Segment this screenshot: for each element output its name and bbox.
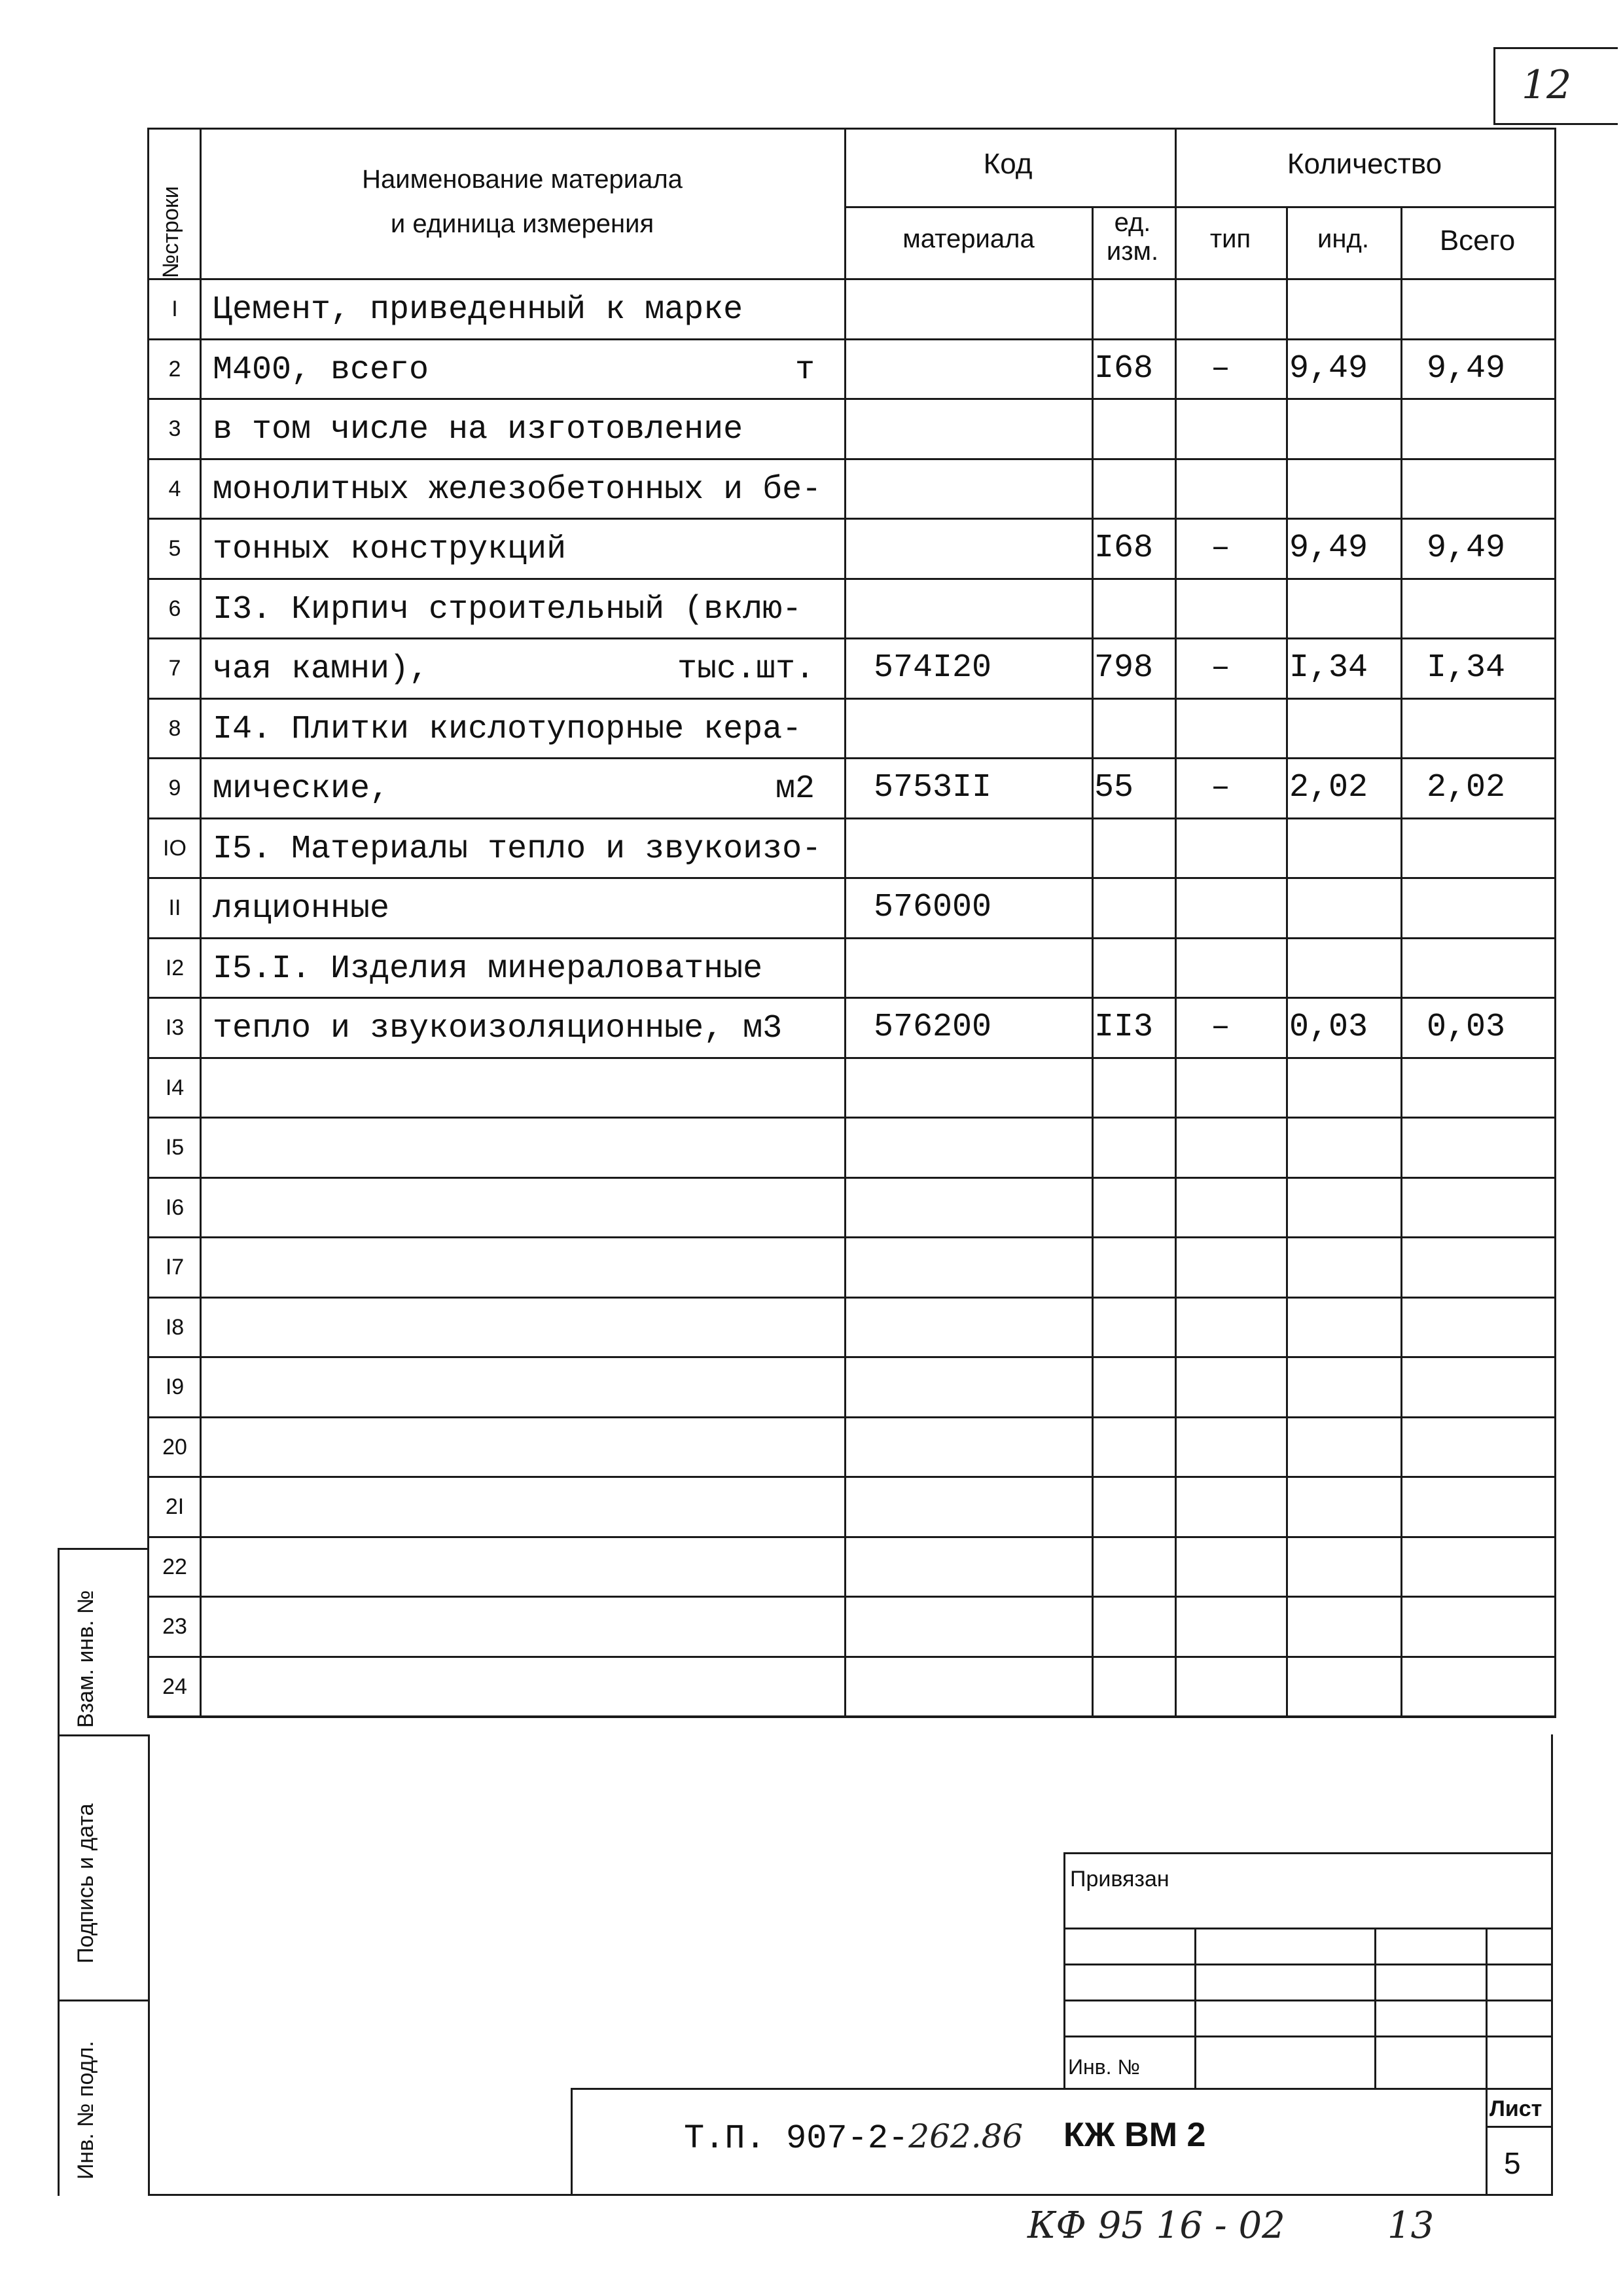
footer-note: КФ 95 16 - 02 — [1027, 2204, 1285, 2247]
row-name: I4. Плитки кислотупорные кера- — [213, 710, 802, 748]
row-number: 6 — [168, 596, 181, 621]
stamp-inv-no-label: Инв. № — [1068, 2055, 1140, 2079]
row-number: 2 — [168, 356, 181, 382]
row-number: 23 — [162, 1614, 187, 1639]
row-ind: I,34 — [1289, 649, 1368, 687]
row-number: I — [171, 296, 178, 321]
stamp-privyazan-label: Привязан — [1070, 1867, 1169, 1892]
row-ind: 9,49 — [1289, 350, 1368, 387]
row-type: – — [1211, 529, 1231, 567]
row-name: в том числе на изготовление — [213, 411, 743, 448]
stamp-designation-prefix: Т.П. 907-2- — [684, 2119, 909, 2158]
header-type: тип — [1209, 224, 1251, 253]
row-code: 576200 — [874, 1009, 992, 1046]
row-number: 4 — [168, 476, 181, 501]
row-name: ляционные — [213, 890, 390, 927]
header-unit-line1: ед. — [1114, 208, 1151, 237]
stamp-sheet-number: 5 — [1504, 2146, 1521, 2180]
row-unit: 798 — [1094, 649, 1154, 687]
row-total: 9,49 — [1427, 350, 1506, 387]
row-name: монолитных железобетонных и бе- — [213, 471, 822, 509]
row-number: 8 — [168, 715, 181, 741]
row-unit: 55 — [1094, 769, 1134, 806]
row-number: 24 — [162, 1674, 187, 1699]
row-name: чая камни), — [213, 651, 429, 688]
row-number: II — [168, 895, 181, 920]
stamp-sheet-label: Лист — [1489, 2096, 1543, 2121]
row-ind: 2,02 — [1289, 769, 1368, 806]
row-number: I9 — [165, 1374, 185, 1399]
footer-number: 13 — [1387, 2204, 1435, 2247]
row-type: – — [1211, 649, 1231, 687]
row-name: тонных конструкций — [213, 531, 567, 568]
row-unit-label: м2 — [775, 770, 815, 808]
header-quantity: Количество — [1287, 148, 1442, 180]
header-total: Всего — [1439, 224, 1516, 257]
stamp-designation — [684, 2117, 1023, 2158]
row-number: 7 — [168, 656, 181, 681]
row-number: IO — [163, 835, 187, 861]
row-number: I3 — [165, 1015, 185, 1040]
row-ind: 0,03 — [1289, 1009, 1368, 1046]
row-number: I2 — [165, 955, 185, 980]
row-name: I5.I. Изделия минераловатные — [213, 950, 763, 988]
side-label-inv-podl: Инв. № подл. — [73, 2041, 98, 2179]
row-number: I7 — [165, 1255, 185, 1280]
row-ind: 9,49 — [1289, 529, 1368, 567]
row-name: Цемент, приведенный к марке — [213, 291, 743, 329]
row-number: I5 — [165, 1135, 185, 1160]
page-number: 12 — [1522, 62, 1572, 108]
row-name: тепло и звукоизоляционные, м3 — [213, 1010, 783, 1047]
header-code: Код — [983, 148, 1033, 180]
row-total: 9,49 — [1427, 529, 1506, 567]
stamp-designation-hand: 262.86 — [908, 2117, 1024, 2155]
row-number: I6 — [165, 1194, 185, 1220]
row-name: М400, всего — [213, 351, 429, 389]
row-unit: I68 — [1094, 350, 1154, 387]
row-type: – — [1211, 350, 1231, 387]
header-unit-line2: изм. — [1106, 237, 1159, 266]
row-unit: II3 — [1094, 1009, 1154, 1046]
row-unit-label: тыс.шт. — [677, 651, 815, 688]
side-label-vzam-inv: Взам. инв. № — [73, 1590, 98, 1728]
row-unit: I68 — [1094, 529, 1154, 567]
row-number: 9 — [168, 776, 181, 800]
row-unit-label: т — [794, 351, 815, 389]
row-total: 0,03 — [1427, 1009, 1506, 1046]
row-number: I8 — [165, 1314, 185, 1340]
header-name-line1: Наименование материала — [362, 165, 683, 194]
row-number: 2I — [165, 1494, 185, 1519]
row-total: I,34 — [1427, 649, 1506, 687]
header-row-number: №строки — [158, 186, 183, 278]
row-number: 5 — [168, 536, 181, 561]
row-type: – — [1211, 1009, 1231, 1046]
header-ind: инд. — [1317, 224, 1369, 253]
row-code: 574I20 — [874, 649, 992, 687]
row-name: I5. Материалы тепло и звукоизо- — [213, 830, 822, 868]
row-number: 3 — [168, 416, 181, 441]
row-type: – — [1211, 769, 1231, 806]
row-total: 2,02 — [1427, 769, 1506, 806]
row-number: 22 — [162, 1554, 187, 1579]
header-material: материала — [902, 224, 1035, 253]
row-number: I4 — [165, 1075, 185, 1100]
row-code: 576000 — [874, 889, 992, 926]
row-number: 20 — [162, 1434, 187, 1460]
row-code: 5753II — [874, 769, 992, 806]
row-name: мические, — [213, 770, 390, 808]
side-label-signature-date: Подпись и дата — [73, 1803, 98, 1964]
row-name: I3. Кирпич строительный (вклю- — [213, 590, 802, 628]
header-name-line2: и единица измерения — [390, 209, 654, 238]
stamp-mark: КЖ ВМ 2 — [1063, 2116, 1206, 2154]
